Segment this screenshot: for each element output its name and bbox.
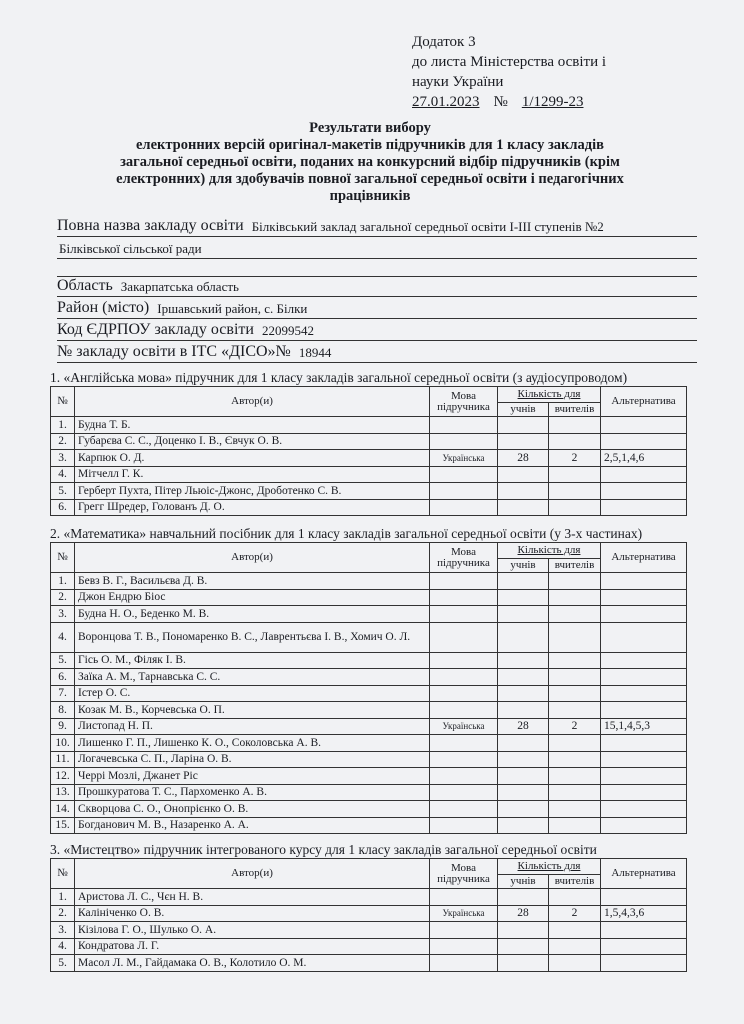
students-count-cell	[498, 606, 549, 623]
alternative-cell	[601, 922, 687, 939]
students-count-cell	[498, 784, 549, 801]
teachers-count-cell	[549, 652, 601, 669]
language-cell	[430, 499, 498, 516]
header-alt: Альтернатива	[601, 859, 687, 889]
header-alt: Альтернатива	[601, 387, 687, 417]
table-row	[51, 768, 687, 785]
language-cell	[430, 466, 498, 483]
alternative-cell	[601, 801, 687, 818]
section-1-title: 1. «Англійська мова» підручник для 1 класу закладів загальної середньої освіти (з аудіосупроводом)	[50, 370, 628, 385]
header-students: учнів	[498, 875, 549, 889]
alternative-cell	[601, 751, 687, 768]
language-cell	[430, 955, 498, 972]
author-cell: Богданович М. В., Назаренко А. А.	[75, 817, 430, 834]
row-number: 9.	[51, 718, 75, 735]
language-cell: Українська	[430, 905, 498, 922]
students-count-cell	[498, 499, 549, 516]
row-number: 7.	[51, 685, 75, 702]
author-cell: Кондратова Л. Г.	[75, 938, 430, 955]
teachers-count-cell	[549, 433, 601, 450]
language-cell	[430, 433, 498, 450]
language-cell	[430, 573, 498, 590]
alternative-cell	[601, 784, 687, 801]
header-count: Кількість для	[498, 387, 601, 403]
students-count-cell	[498, 622, 549, 652]
students-count-cell	[498, 702, 549, 719]
students-count-cell	[498, 889, 549, 906]
language-cell	[430, 784, 498, 801]
teachers-count-cell	[549, 606, 601, 623]
table-row	[51, 751, 687, 768]
author-cell: Воронцова Т. В., Пономаренко В. С., Лаврентьєва І. В., Хомич О. Л.	[75, 622, 430, 652]
row-number: 1.	[51, 417, 75, 434]
district-label: Район (місто)	[57, 299, 150, 316]
author-cell: Черрі Мозлі, Джанет Ріс	[75, 768, 430, 785]
row-number: 4.	[51, 622, 75, 652]
language-cell	[430, 735, 498, 752]
language-cell	[430, 801, 498, 818]
region-value: Закарпатська область	[120, 279, 239, 294]
section-3-title: 3. «Мистецтво» підручник інтегрованого курсу для 1 класу закладів загальної середньої освіти	[50, 842, 597, 857]
itc-value: 18944	[298, 345, 332, 360]
students-count-cell	[498, 466, 549, 483]
alternative-cell	[601, 938, 687, 955]
teachers-count-cell	[549, 922, 601, 939]
teachers-count-cell	[549, 889, 601, 906]
author-cell: Істер О. С.	[75, 685, 430, 702]
table-row	[51, 801, 687, 818]
table-row	[51, 955, 687, 972]
table-row	[51, 938, 687, 955]
students-count-cell	[498, 938, 549, 955]
section-1-body	[51, 417, 687, 516]
students-count-cell	[498, 573, 549, 590]
students-count-cell: 28	[498, 450, 549, 467]
author-cell: Заїка А. М., Тарнавська С. С.	[75, 669, 430, 686]
section-2-body	[51, 573, 687, 834]
row-number: 13.	[51, 784, 75, 801]
students-count-cell	[498, 433, 549, 450]
author-cell: Аристова Л. С., Чєн Н. В.	[75, 889, 430, 906]
section-2-table	[50, 542, 687, 834]
title-line-3: загальної середньої освіти, поданих на конкурсний відбір підручників (крім	[120, 154, 620, 170]
school-name-field	[57, 214, 697, 237]
school-name-label: Повна назва закладу освіти	[57, 217, 244, 234]
region-label: Область	[57, 277, 113, 294]
table-header-row	[51, 543, 687, 559]
language-cell	[430, 685, 498, 702]
language-cell	[430, 622, 498, 652]
students-count-cell: 28	[498, 905, 549, 922]
author-cell: Бевз В. Г., Васильєва Д. В.	[75, 573, 430, 590]
author-cell: Будна Н. О., Беденко М. В.	[75, 606, 430, 623]
code-value: 22099542	[261, 323, 314, 338]
section-1-table	[50, 386, 687, 516]
table-row	[51, 735, 687, 752]
language-cell	[430, 669, 498, 686]
table-row	[51, 589, 687, 606]
header-num: №	[51, 387, 75, 417]
table-row	[51, 499, 687, 516]
table-row	[51, 483, 687, 500]
title-line-5: працівників	[329, 188, 411, 204]
code-field	[57, 318, 697, 341]
title-line-2: електронних версій оригінал-макетів підручників для 1 класу закладів	[136, 137, 604, 153]
language-cell	[430, 922, 498, 939]
language-cell	[430, 938, 498, 955]
annex-line-3: науки України	[412, 74, 504, 90]
row-number: 3.	[51, 922, 75, 939]
district-value: Іршавський район, с. Білки	[157, 301, 308, 316]
row-number: 8.	[51, 702, 75, 719]
code-label: Код ЄДРПОУ закладу освіти	[57, 321, 254, 338]
teachers-count-cell: 2	[549, 718, 601, 735]
teachers-count-cell	[549, 417, 601, 434]
students-count-cell	[498, 817, 549, 834]
table-row	[51, 817, 687, 834]
students-count-cell	[498, 955, 549, 972]
row-number: 2.	[51, 905, 75, 922]
alternative-cell: 2,5,1,4,6	[601, 450, 687, 467]
author-cell: Прошкуратова Т. С., Пархоменко А. В.	[75, 784, 430, 801]
language-cell	[430, 483, 498, 500]
annex-reference	[412, 92, 712, 112]
alternative-cell	[601, 622, 687, 652]
teachers-count-cell	[549, 751, 601, 768]
title-line-1: Результати вибору	[309, 120, 431, 136]
header-alt: Альтернатива	[601, 543, 687, 573]
itc-field	[57, 340, 697, 363]
alternative-cell	[601, 483, 687, 500]
author-cell: Герберт Пухта, Пітер Льюіс-Джонс, Дроботенко С. В.	[75, 483, 430, 500]
header-author: Автор(и)	[75, 859, 430, 889]
row-number: 4.	[51, 466, 75, 483]
language-cell	[430, 817, 498, 834]
language-cell	[430, 417, 498, 434]
section-3-table	[50, 858, 687, 972]
table-row	[51, 718, 687, 735]
school-name-value-2: Білківської сільської ради	[59, 241, 202, 256]
language-cell	[430, 702, 498, 719]
students-count-cell	[498, 589, 549, 606]
language-cell: Українська	[430, 450, 498, 467]
header-lang: Мова підручника	[430, 543, 498, 573]
header-teachers: вчителів	[549, 875, 601, 889]
header-author: Автор(и)	[75, 543, 430, 573]
table-row	[51, 702, 687, 719]
teachers-count-cell	[549, 622, 601, 652]
header-num: №	[51, 543, 75, 573]
header-teachers: вчителів	[549, 403, 601, 417]
table-row	[51, 784, 687, 801]
author-cell: Губарєва С. С., Доценко І. В., Євчук О. В.	[75, 433, 430, 450]
table-row	[51, 606, 687, 623]
alternative-cell	[601, 652, 687, 669]
students-count-cell	[498, 685, 549, 702]
language-cell	[430, 751, 498, 768]
alternative-cell	[601, 955, 687, 972]
header-students: учнів	[498, 403, 549, 417]
annex-block	[412, 32, 712, 112]
author-cell: Карпюк О. Д.	[75, 450, 430, 467]
students-count-cell	[498, 417, 549, 434]
author-cell: Мітчелл Г. К.	[75, 466, 430, 483]
author-cell: Скворцова С. О., Онопрієнко О. В.	[75, 801, 430, 818]
header-teachers: вчителів	[549, 559, 601, 573]
students-count-cell	[498, 922, 549, 939]
row-number: 5.	[51, 652, 75, 669]
row-number: 15.	[51, 817, 75, 834]
row-number: 1.	[51, 889, 75, 906]
title-line-4: електронних) для здобувачів повної загальної середньої освіти і педагогічних	[116, 171, 624, 187]
teachers-count-cell	[549, 466, 601, 483]
alternative-cell	[601, 417, 687, 434]
table-row	[51, 450, 687, 467]
district-field	[57, 296, 697, 319]
row-number: 5.	[51, 955, 75, 972]
teachers-count-cell	[549, 685, 601, 702]
author-cell: Калініченко О. В.	[75, 905, 430, 922]
alternative-cell: 15,1,4,5,3	[601, 718, 687, 735]
table-header-row	[51, 387, 687, 403]
alternative-cell	[601, 817, 687, 834]
table-row	[51, 889, 687, 906]
author-cell: Масол Л. М., Гайдамака О. В., Колотило О. М.	[75, 955, 430, 972]
teachers-count-cell	[549, 589, 601, 606]
author-cell: Логачевська С. П., Ларіна О. В.	[75, 751, 430, 768]
section-3-body	[51, 889, 687, 972]
header-num: №	[51, 859, 75, 889]
alternative-cell: 1,5,4,3,6	[601, 905, 687, 922]
annex-number-sign: №	[493, 94, 508, 110]
table-row	[51, 466, 687, 483]
table-row	[51, 433, 687, 450]
students-count-cell	[498, 801, 549, 818]
teachers-count-cell	[549, 499, 601, 516]
students-count-cell	[498, 735, 549, 752]
language-cell	[430, 652, 498, 669]
row-number: 6.	[51, 669, 75, 686]
table-row	[51, 685, 687, 702]
table-row	[51, 905, 687, 922]
row-number: 6.	[51, 499, 75, 516]
document-title	[60, 120, 680, 205]
row-number: 3.	[51, 450, 75, 467]
row-number: 4.	[51, 938, 75, 955]
teachers-count-cell	[549, 735, 601, 752]
table-header-row	[51, 859, 687, 875]
alternative-cell	[601, 606, 687, 623]
language-cell	[430, 889, 498, 906]
section-2-title: 2. «Математика» навчальний посібник для 1 класу закладів загальної середньої освіти (у 3-х частинах)	[50, 526, 643, 541]
teachers-count-cell	[549, 573, 601, 590]
row-number: 5.	[51, 483, 75, 500]
teachers-count-cell: 2	[549, 905, 601, 922]
row-number: 2.	[51, 589, 75, 606]
school-name-value: Білківський заклад загальної середньої освіти І-ІІІ ступенів №2	[251, 219, 604, 234]
alternative-cell	[601, 573, 687, 590]
annex-number: 1/1299-23	[521, 94, 584, 110]
students-count-cell	[498, 768, 549, 785]
teachers-count-cell	[549, 817, 601, 834]
author-cell: Козак М. В., Корчевська О. П.	[75, 702, 430, 719]
itc-label: № закладу освіти в ІТС «ДІСО»№	[57, 343, 291, 360]
alternative-cell	[601, 433, 687, 450]
author-cell: Гісь О. М., Філяк І. В.	[75, 652, 430, 669]
alternative-cell	[601, 499, 687, 516]
author-cell: Лишенко Г. П., Лишенко К. О., Соколовська А. В.	[75, 735, 430, 752]
alternative-cell	[601, 685, 687, 702]
students-count-cell	[498, 669, 549, 686]
students-count-cell	[498, 751, 549, 768]
table-row	[51, 669, 687, 686]
teachers-count-cell	[549, 801, 601, 818]
annex-date: 27.01.2023	[412, 94, 480, 110]
teachers-count-cell	[549, 483, 601, 500]
alternative-cell	[601, 889, 687, 906]
teachers-count-cell	[549, 669, 601, 686]
row-number: 12.	[51, 768, 75, 785]
teachers-count-cell	[549, 768, 601, 785]
alternative-cell	[601, 702, 687, 719]
row-number: 3.	[51, 606, 75, 623]
table-row	[51, 652, 687, 669]
header-count: Кількість для	[498, 543, 601, 559]
header-lang: Мова підручника	[430, 387, 498, 417]
author-cell: Грегг Шредер, Голованъ Д. О.	[75, 499, 430, 516]
author-cell: Листопад Н. П.	[75, 718, 430, 735]
students-count-cell	[498, 652, 549, 669]
alternative-cell	[601, 466, 687, 483]
teachers-count-cell	[549, 702, 601, 719]
alternative-cell	[601, 589, 687, 606]
author-cell: Кізілова Г. О., Шулько О. А.	[75, 922, 430, 939]
alternative-cell	[601, 669, 687, 686]
language-cell	[430, 606, 498, 623]
teachers-count-cell	[549, 784, 601, 801]
row-number: 10.	[51, 735, 75, 752]
school-name-field-line2	[57, 236, 697, 259]
header-author: Автор(и)	[75, 387, 430, 417]
teachers-count-cell	[549, 938, 601, 955]
language-cell: Українська	[430, 718, 498, 735]
teachers-count-cell: 2	[549, 450, 601, 467]
students-count-cell: 28	[498, 718, 549, 735]
students-count-cell	[498, 483, 549, 500]
annex-line-2: до листа Міністерства освіти і	[412, 54, 607, 70]
table-row	[51, 417, 687, 434]
annex-line-1: Додаток 3	[412, 34, 476, 50]
header-lang: Мова підручника	[430, 859, 498, 889]
language-cell	[430, 589, 498, 606]
row-number: 11.	[51, 751, 75, 768]
region-field	[57, 274, 697, 297]
alternative-cell	[601, 768, 687, 785]
table-row	[51, 622, 687, 652]
author-cell: Джон Ендрю Біос	[75, 589, 430, 606]
language-cell	[430, 768, 498, 785]
teachers-count-cell	[549, 955, 601, 972]
row-number: 2.	[51, 433, 75, 450]
row-number: 1.	[51, 573, 75, 590]
header-students: учнів	[498, 559, 549, 573]
header-count: Кількість для	[498, 859, 601, 875]
author-cell: Будна Т. Б.	[75, 417, 430, 434]
alternative-cell	[601, 735, 687, 752]
row-number: 14.	[51, 801, 75, 818]
table-row	[51, 922, 687, 939]
table-row	[51, 573, 687, 590]
